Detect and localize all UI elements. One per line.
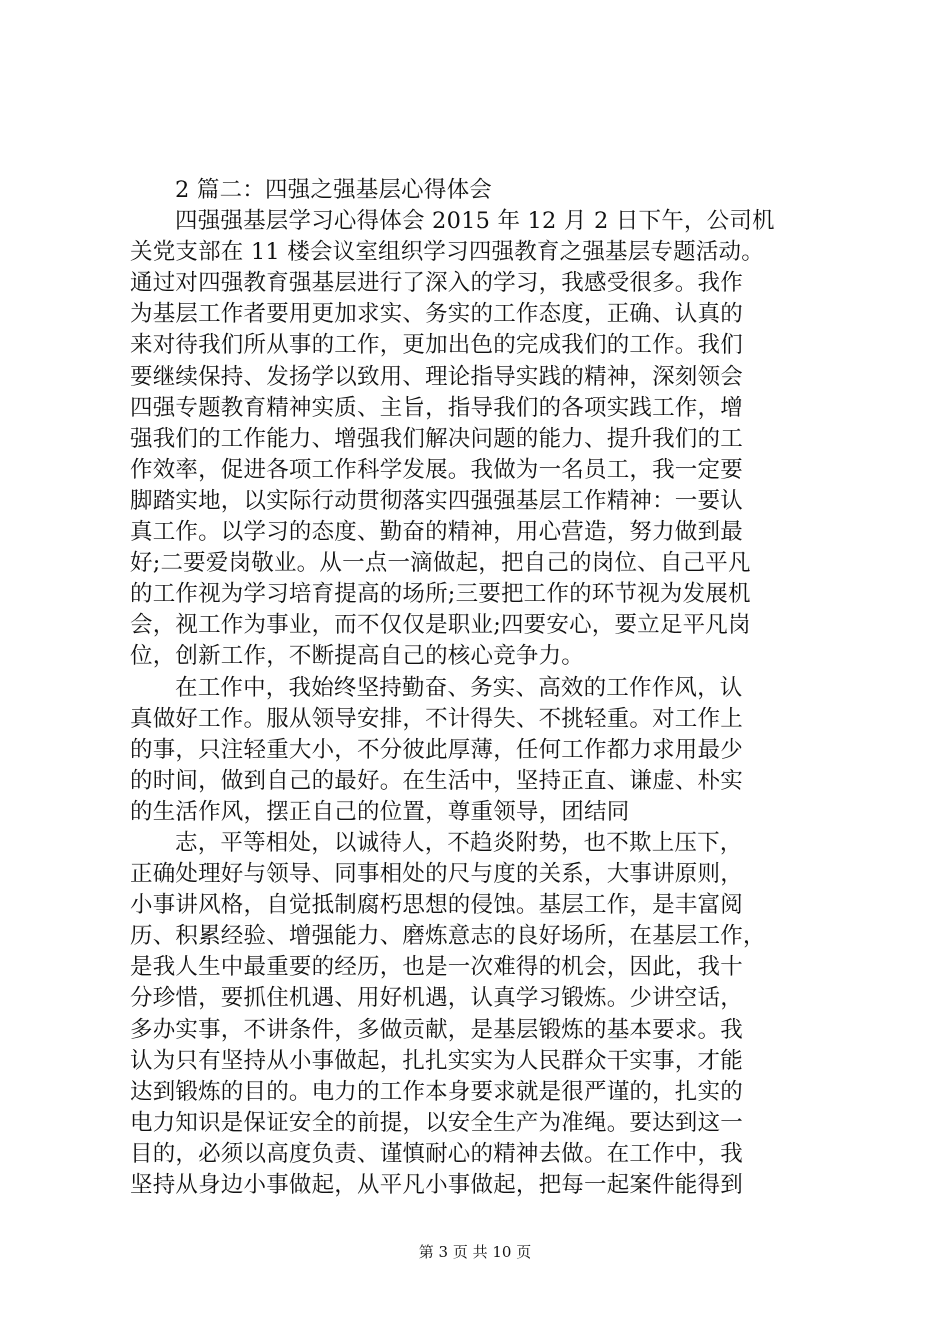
text-line: 关党支部在 11 楼会议室组织学习四强教育之强基层专题活动。 bbox=[130, 239, 764, 266]
text-line: 会，视工作为事业，而不仅仅是职业;四要安心，要立足平凡岗 bbox=[130, 612, 751, 639]
paragraph-3 bbox=[130, 828, 830, 1201]
text-line: 作效率，促进各项工作科学发展。我做为一名员工，我一定要 bbox=[130, 456, 743, 483]
paragraph-2 bbox=[130, 673, 830, 828]
text-line: 好;二要爱岗敬业。从一点一滴做起，把自己的岗位、自己平凡 bbox=[130, 550, 751, 577]
text-line: 目的，必须以高度负责、谨慎耐心的精神去做。在工作中，我 bbox=[130, 1140, 743, 1167]
text-line: 达到锻炼的目的。电力的工作本身要求就是很严谨的，扎实的 bbox=[130, 1078, 743, 1105]
text-line: 脚踏实地，以实际行动贯彻落实四强强基层工作精神：一要认 bbox=[130, 487, 743, 514]
text-line: 小事讲风格，自觉抵制腐朽思想的侵蚀。基层工作，是丰富阅 bbox=[130, 892, 743, 919]
page-footer bbox=[0, 1242, 950, 1262]
text-line: 志，平等相处，以诚待人，不趋炎附势，也不欺上压下， bbox=[175, 829, 743, 856]
text-line: 要继续保持、发扬学以致用、理论指导实践的精神，深刻领会 bbox=[130, 363, 743, 390]
text-line: 多办实事，不讲条件，多做贡献，是基层锻炼的基本要求。我 bbox=[130, 1016, 743, 1043]
paragraph-1 bbox=[130, 206, 830, 672]
text-line: 四强专题教育精神实质、主旨，指导我们的各项实践工作，增 bbox=[130, 394, 743, 421]
text-line: 四强强基层学习心得体会 2015 年 12 月 2 日下午，公司机 bbox=[175, 208, 775, 235]
text-line: 正确处理好与领导、同事相处的尺与度的关系，大事讲原则， bbox=[130, 861, 743, 888]
text-line: 分珍惜，要抓住机遇、用好机遇，认真学习锻炼。少讲空话， bbox=[130, 985, 743, 1012]
text-line: 的事，只注轻重大小，不分彼此厚薄，任何工作都力求用最少 bbox=[130, 736, 743, 763]
text-line: 的生活作风，摆正自己的位置，尊重领导，团结同 bbox=[130, 798, 630, 825]
text-line: 是我人生中最重要的经历，也是一次难得的机会，因此，我十 bbox=[130, 954, 743, 981]
text-line: 来对待我们所从事的工作，更加出色的完成我们的工作。我们 bbox=[130, 332, 743, 359]
text-line: 在工作中，我始终坚持勤奋、务实、高效的工作作风，认 bbox=[175, 674, 743, 701]
document-body bbox=[130, 175, 830, 1201]
text-line: 电力知识是保证安全的前提，以安全生产为准绳。要达到这一 bbox=[130, 1109, 743, 1136]
text-line: 的工作视为学习培育提高的场所;三要把工作的环节视为发展机 bbox=[130, 581, 751, 608]
text-line: 强我们的工作能力、增强我们解决问题的能力、提升我们的工 bbox=[130, 425, 743, 452]
text-line: 的时间，做到自己的最好。在生活中，坚持正直、谦虚、朴实 bbox=[130, 767, 743, 794]
text-line: 通过对四强教育强基层进行了深入的学习，我感受很多。我作 bbox=[130, 270, 743, 297]
page-indicator: 第 3 页 共 10 页 bbox=[418, 1243, 532, 1261]
text-line: 坚持从身边小事做起，从平凡小事做起，把每一起案件能得到 bbox=[130, 1172, 743, 1198]
text-line: 真工作。以学习的态度、勤奋的精神，用心营造，努力做到最 bbox=[130, 519, 743, 546]
text-line: 为基层工作者要用更加求实、务实的工作态度，正确、认真的 bbox=[130, 301, 743, 328]
section-heading: 2 篇二：四强之强基层心得体会 bbox=[175, 177, 492, 203]
text-line: 位，创新工作，不断提高自己的核心竞争力。 bbox=[130, 643, 585, 670]
text-line: 认为只有坚持从小事做起，扎扎实实为人民群众干实事，才能 bbox=[130, 1047, 743, 1074]
text-line: 真做好工作。服从领导安排，不计得失、不挑轻重。对工作上 bbox=[130, 705, 743, 732]
text-line: 历、积累经验、增强能力、磨炼意志的良好场所，在基层工作， bbox=[130, 923, 766, 950]
